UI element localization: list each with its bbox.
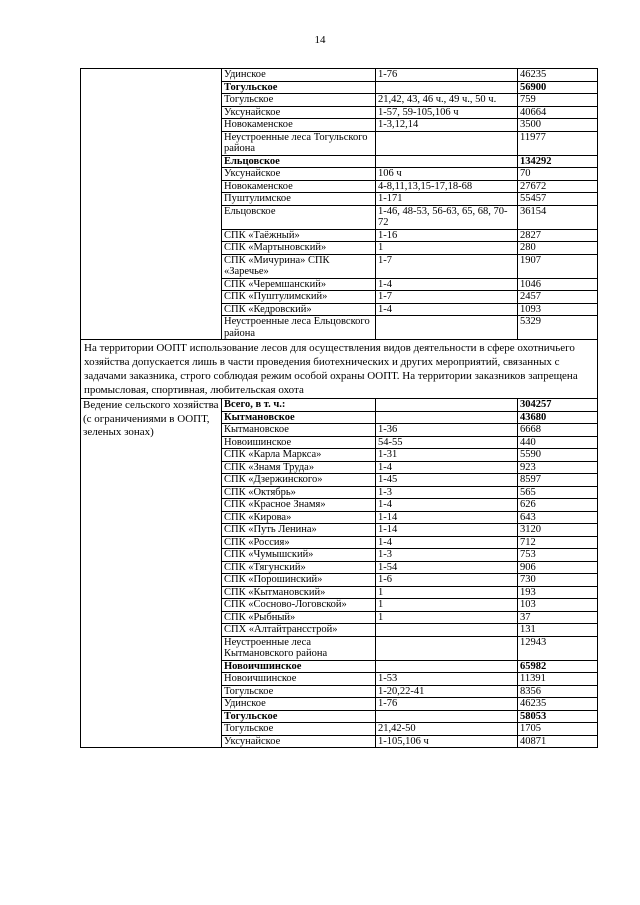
- area-cell: 643: [518, 511, 598, 524]
- area-cell: 3120: [518, 524, 598, 537]
- forestry-name-cell: Тогульское: [222, 94, 376, 107]
- quarter-numbers-cell: [376, 636, 518, 660]
- area-cell: 3500: [518, 119, 598, 132]
- forestry-name-cell: СПК «Таёжный»: [222, 229, 376, 242]
- forestry-name-cell: СПК «Кедровский»: [222, 303, 376, 316]
- quarter-numbers-cell: 4-8,11,13,15-17,18-68: [376, 180, 518, 193]
- table-row: [81, 399, 598, 412]
- area-cell: 65982: [518, 660, 598, 673]
- quarter-numbers-cell: 1-3: [376, 486, 518, 499]
- area-cell: 27672: [518, 180, 598, 193]
- forestry-name-cell: Удинское: [222, 69, 376, 82]
- forestry-name-cell: Новоичшинское: [222, 660, 376, 673]
- area-cell: 712: [518, 536, 598, 549]
- forestry-name-cell: СПК «Мичурина» СПК «Заречье»: [222, 254, 376, 278]
- area-cell: 759: [518, 94, 598, 107]
- area-cell: 40664: [518, 106, 598, 119]
- page-number: 14: [314, 34, 326, 46]
- area-cell: 40871: [518, 735, 598, 748]
- quarter-numbers-cell: [376, 624, 518, 637]
- forestry-name-cell: СПК «Карла Маркса»: [222, 449, 376, 462]
- table-row: [81, 69, 598, 82]
- area-cell: 6668: [518, 424, 598, 437]
- quarter-numbers-cell: 1-46, 48-53, 56-63, 65, 68, 70-72: [376, 205, 518, 229]
- area-cell: 565: [518, 486, 598, 499]
- forestry-name-cell: СПК «Рыбный»: [222, 611, 376, 624]
- area-cell: 8356: [518, 685, 598, 698]
- forestry-name-cell: СПК «Дзержинского»: [222, 474, 376, 487]
- quarter-numbers-cell: 1-105,106 ч: [376, 735, 518, 748]
- quarter-numbers-cell: [376, 710, 518, 723]
- area-cell: 46235: [518, 69, 598, 82]
- quarter-numbers-cell: 21,42, 43, 46 ч., 49 ч., 50 ч.: [376, 94, 518, 107]
- quarter-numbers-cell: 1-20,22-41: [376, 685, 518, 698]
- area-cell: 58053: [518, 710, 598, 723]
- quarter-numbers-cell: 1-7: [376, 291, 518, 304]
- area-cell: 37: [518, 611, 598, 624]
- area-cell: 193: [518, 586, 598, 599]
- quarter-numbers-cell: 1-3,12,14: [376, 119, 518, 132]
- forestry-name-cell: Неустроенные леса Тогульского района: [222, 131, 376, 155]
- area-cell: 753: [518, 549, 598, 562]
- note-row: [81, 340, 598, 399]
- area-cell: 11977: [518, 131, 598, 155]
- quarter-numbers-cell: 106 ч: [376, 168, 518, 181]
- forestry-name-cell: СПК «Путь Ленина»: [222, 524, 376, 537]
- forestry-name-cell: СПК «Кирова»: [222, 511, 376, 524]
- quarter-numbers-cell: 1: [376, 611, 518, 624]
- quarter-numbers-cell: 1-4: [376, 278, 518, 291]
- quarter-numbers-cell: 1-36: [376, 424, 518, 437]
- area-cell: 1907: [518, 254, 598, 278]
- forestry-name-cell: Ельцовское: [222, 205, 376, 229]
- note-text: На территории ООПТ использование лесов для осуществления видов деятельности в сфере охотничьего хозяйства допускается лишь в части проведения биотехнических и других мероприятий, связанных с задачами заказника, строго соблюдая режим особой охраны ООПТ. На территории заказников запрещена промысловая, спортивная, любительская охота: [81, 340, 598, 399]
- area-cell: 626: [518, 499, 598, 512]
- area-cell: 923: [518, 461, 598, 474]
- forestry-name-cell: СПК «Кытмановский»: [222, 586, 376, 599]
- area-cell: 1093: [518, 303, 598, 316]
- quarter-numbers-cell: 1-3: [376, 549, 518, 562]
- quarter-numbers-cell: 1-171: [376, 193, 518, 206]
- forestry-name-cell: Уксунайское: [222, 168, 376, 181]
- quarter-numbers-cell: 1-14: [376, 511, 518, 524]
- quarter-numbers-cell: 1-31: [376, 449, 518, 462]
- forestry-name-cell: СПК «Красное Знамя»: [222, 499, 376, 512]
- forestry-name-cell: СПК «Сосново-Логовской»: [222, 599, 376, 612]
- forestry-name-cell: Неустроенные леса Кытмановского района: [222, 636, 376, 660]
- area-cell: 5590: [518, 449, 598, 462]
- forestry-name-cell: Новоишинское: [222, 436, 376, 449]
- area-cell: 1705: [518, 723, 598, 736]
- quarter-numbers-cell: 1-4: [376, 461, 518, 474]
- forestry-name-cell: Новоичшинское: [222, 673, 376, 686]
- forestry-name-cell: СПК «Октябрь»: [222, 486, 376, 499]
- forestry-name-cell: Ельцовское: [222, 155, 376, 168]
- forestry-name-cell: СПК «Пуштулимский»: [222, 291, 376, 304]
- quarter-numbers-cell: 54-55: [376, 436, 518, 449]
- area-cell: 5329: [518, 316, 598, 340]
- area-cell: 2457: [518, 291, 598, 304]
- forestry-name-cell: Новокаменское: [222, 180, 376, 193]
- area-cell: 43680: [518, 411, 598, 424]
- quarter-numbers-cell: [376, 399, 518, 412]
- forestry-name-cell: Кытмановское: [222, 424, 376, 437]
- forestry-name-cell: Уксунайское: [222, 735, 376, 748]
- forest-table: [80, 68, 598, 748]
- quarter-numbers-cell: 1-57, 59-105,106 ч: [376, 106, 518, 119]
- forestry-name-cell: СПК «Тягунский»: [222, 561, 376, 574]
- quarter-numbers-cell: 1-4: [376, 499, 518, 512]
- forestry-name-cell: Пуштулимское: [222, 193, 376, 206]
- forestry-name-cell: Всего, в т. ч.:: [222, 399, 376, 412]
- area-cell: 906: [518, 561, 598, 574]
- quarter-numbers-cell: 21,42-50: [376, 723, 518, 736]
- area-cell: 1046: [518, 278, 598, 291]
- area-cell: 36154: [518, 205, 598, 229]
- quarter-numbers-cell: 1-45: [376, 474, 518, 487]
- area-cell: 304257: [518, 399, 598, 412]
- forestry-name-cell: СПК «Знамя Труда»: [222, 461, 376, 474]
- area-cell: 55457: [518, 193, 598, 206]
- quarter-numbers-cell: 1-76: [376, 69, 518, 82]
- area-cell: 70: [518, 168, 598, 181]
- forestry-name-cell: Удинское: [222, 698, 376, 711]
- area-cell: 103: [518, 599, 598, 612]
- area-cell: 730: [518, 574, 598, 587]
- area-cell: 280: [518, 242, 598, 255]
- forestry-name-cell: СПК «Чумышский»: [222, 549, 376, 562]
- forestry-name-cell: СПК «Мартыновский»: [222, 242, 376, 255]
- quarter-numbers-cell: 1-14: [376, 524, 518, 537]
- quarter-numbers-cell: 1: [376, 586, 518, 599]
- quarter-numbers-cell: [376, 81, 518, 94]
- forestry-name-cell: СПК «Порошинский»: [222, 574, 376, 587]
- area-cell: 440: [518, 436, 598, 449]
- forestry-name-cell: Тогульское: [222, 710, 376, 723]
- forestry-name-cell: СПК «Черемшанский»: [222, 278, 376, 291]
- area-cell: 134292: [518, 155, 598, 168]
- area-cell: 12943: [518, 636, 598, 660]
- forestry-name-cell: Тогульское: [222, 81, 376, 94]
- category-cell: Ведение сельского хозяйства (с ограничениями в ООПТ, зеленых зонах): [81, 399, 222, 748]
- quarter-numbers-cell: 1-54: [376, 561, 518, 574]
- forestry-name-cell: СПХ «Алтайтрансстрой»: [222, 624, 376, 637]
- area-cell: 2827: [518, 229, 598, 242]
- forestry-name-cell: Тогульское: [222, 685, 376, 698]
- category-cell: [81, 69, 222, 340]
- quarter-numbers-cell: [376, 660, 518, 673]
- forestry-name-cell: Уксунайское: [222, 106, 376, 119]
- quarter-numbers-cell: 1-7: [376, 254, 518, 278]
- quarter-numbers-cell: [376, 411, 518, 424]
- quarter-numbers-cell: 1: [376, 599, 518, 612]
- forestry-name-cell: СПК «Россия»: [222, 536, 376, 549]
- quarter-numbers-cell: 1: [376, 242, 518, 255]
- forestry-name-cell: Тогульское: [222, 723, 376, 736]
- area-cell: 131: [518, 624, 598, 637]
- forestry-name-cell: Новокаменское: [222, 119, 376, 132]
- quarter-numbers-cell: [376, 155, 518, 168]
- quarter-numbers-cell: 1-76: [376, 698, 518, 711]
- quarter-numbers-cell: [376, 131, 518, 155]
- quarter-numbers-cell: 1-53: [376, 673, 518, 686]
- forestry-name-cell: Неустроенные леса Ельцовского района: [222, 316, 376, 340]
- area-cell: 56900: [518, 81, 598, 94]
- quarter-numbers-cell: 1-4: [376, 536, 518, 549]
- area-cell: 11391: [518, 673, 598, 686]
- area-cell: 8597: [518, 474, 598, 487]
- quarter-numbers-cell: 1-16: [376, 229, 518, 242]
- quarter-numbers-cell: 1-6: [376, 574, 518, 587]
- quarter-numbers-cell: 1-4: [376, 303, 518, 316]
- area-cell: 46235: [518, 698, 598, 711]
- quarter-numbers-cell: [376, 316, 518, 340]
- forestry-name-cell: Кытмановское: [222, 411, 376, 424]
